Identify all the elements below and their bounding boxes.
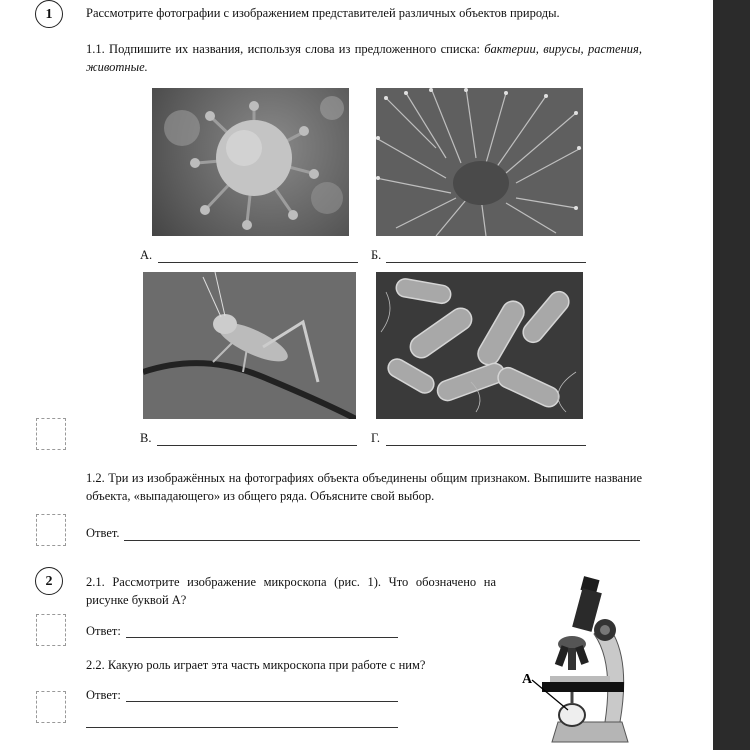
answer-label-2-2: Ответ: bbox=[86, 688, 121, 702]
photo-plant bbox=[376, 88, 583, 236]
label-v: В. bbox=[140, 431, 152, 445]
answer-label-2-1: Ответ: bbox=[86, 624, 121, 638]
question-2-1: 2.1. Рассмотрите изображение микроскопа (рис. 1). Что обозначено на рисунке буквой А? bbox=[86, 575, 496, 607]
score-box-3 bbox=[36, 614, 66, 646]
score-box-2 bbox=[36, 514, 66, 546]
answer-line-v[interactable] bbox=[157, 445, 357, 446]
photo-bacteria bbox=[376, 272, 583, 419]
label-a: А. bbox=[140, 248, 153, 262]
task1-intro: Рассмотрите фотографии с изображением представителей различных объектов природы. bbox=[86, 6, 560, 20]
microscope-figure bbox=[510, 572, 635, 750]
answer-line-a[interactable] bbox=[158, 262, 358, 263]
question-1-1-word-list: бактерии, вирусы, растения, животные. bbox=[86, 42, 642, 74]
grasshopper-image bbox=[143, 272, 356, 419]
score-box-1 bbox=[36, 418, 66, 450]
question-1-1 bbox=[86, 40, 642, 76]
question-1-1-text: 1.1. Подпишите их названия, используя слова из предложенного списка: bbox=[86, 42, 480, 56]
answer-line-g[interactable] bbox=[386, 445, 586, 446]
label-g: Г. bbox=[371, 431, 380, 445]
answer-line-2-2-extra[interactable] bbox=[86, 727, 398, 728]
answer-label-1-2: Ответ. bbox=[86, 526, 120, 540]
photo-virus bbox=[152, 88, 349, 236]
question-1-2: 1.2. Три из изображённых на фотографиях объекта объединены общим признаком. Выпишите название объекта, «выпадающего» из общего ряда. Объясните свой выбор. bbox=[86, 471, 642, 503]
answer-line-2-1[interactable] bbox=[126, 637, 398, 638]
answer-line-1-2[interactable] bbox=[124, 540, 640, 541]
score-box-4 bbox=[36, 691, 66, 723]
bacteria-image bbox=[376, 272, 583, 419]
plant-image bbox=[376, 88, 583, 236]
photo-grasshopper bbox=[143, 272, 356, 419]
question-2-2: 2.2. Какую роль играет эта часть микроскопа при работе с ним? bbox=[86, 658, 426, 672]
task-number-1: 1 bbox=[35, 0, 63, 28]
figure-letter-a: А bbox=[522, 672, 533, 687]
task-number-2: 2 bbox=[35, 567, 63, 595]
answer-line-2-2[interactable] bbox=[126, 701, 398, 702]
virus-image bbox=[152, 88, 349, 236]
label-b: Б. bbox=[371, 248, 382, 262]
answer-line-b[interactable] bbox=[386, 262, 586, 263]
